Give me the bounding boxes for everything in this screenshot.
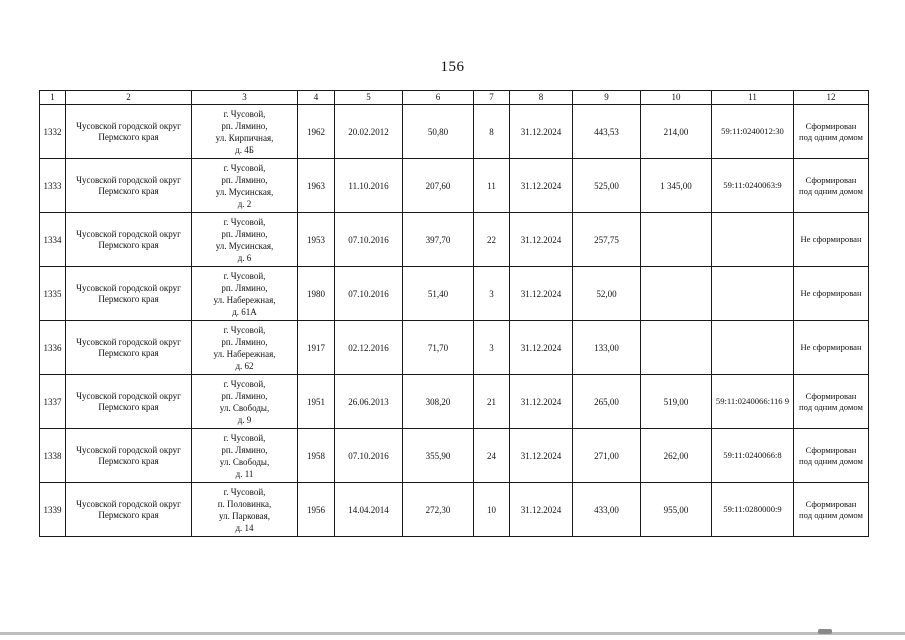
deadline-cell: 31.12.2024	[510, 105, 573, 159]
cadastre-cell: 59:11:0240012:30	[712, 105, 794, 159]
address-cell-line: д. 4Б	[235, 144, 254, 155]
address-cell	[192, 159, 298, 213]
date-cell: 26.06.2013	[335, 375, 403, 429]
deadline-cell: 31.12.2024	[510, 213, 573, 267]
area3-cell	[641, 321, 712, 375]
address-cell-line: г. Чусовой,	[223, 378, 266, 389]
status-cell	[794, 375, 869, 429]
area3-cell: 1 345,00	[641, 159, 712, 213]
area3-cell: 214,00	[641, 105, 712, 159]
column-header-11: 11	[712, 91, 794, 105]
district-cell-line: Пермского края	[98, 239, 159, 250]
address-cell-line: г. Чусовой,	[223, 486, 266, 497]
address-cell	[192, 375, 298, 429]
address-cell-line: г. Чусовой,	[223, 108, 266, 119]
address-cell-line: ул. Кирпичная,	[215, 132, 274, 143]
status-cell	[794, 429, 869, 483]
table-row	[40, 159, 869, 213]
district-cell-line: Чусовской городской округ	[76, 120, 181, 131]
status-cell	[794, 267, 869, 321]
column-header-4: 4	[298, 91, 335, 105]
column-header-5: 5	[335, 91, 403, 105]
count-cell: 21	[474, 375, 510, 429]
district-cell-line: Пермского края	[98, 131, 159, 142]
column-header-2: 2	[66, 91, 192, 105]
address-cell-line: ул. Набережная,	[213, 294, 276, 305]
header-row	[40, 91, 869, 105]
address-cell-line: ул. Набережная,	[213, 348, 276, 359]
district-cell-line: Пермского края	[98, 509, 159, 520]
address-cell-line: ул. Свободы,	[219, 456, 270, 467]
address-cell-line: г. Чусовой,	[223, 162, 266, 173]
address-cell-line: д. 6	[237, 252, 252, 263]
district-cell-line: Чусовской городской округ	[76, 282, 181, 293]
address-cell-line: ул. Свободы,	[219, 402, 270, 413]
address-cell	[192, 483, 298, 537]
district-cell	[66, 483, 192, 537]
table-row	[40, 483, 869, 537]
row-number: 1337	[40, 375, 66, 429]
year-cell: 1956	[298, 483, 335, 537]
district-cell-line: Чусовской городской округ	[76, 336, 181, 347]
address-cell	[192, 213, 298, 267]
row-number: 1335	[40, 267, 66, 321]
row-number: 1338	[40, 429, 66, 483]
deadline-cell: 31.12.2024	[510, 267, 573, 321]
deadline-cell: 31.12.2024	[510, 429, 573, 483]
year-cell: 1980	[298, 267, 335, 321]
district-cell-line: Чусовской городской округ	[76, 498, 181, 509]
area3-cell: 955,00	[641, 483, 712, 537]
address-cell-line: г. Чусовой,	[223, 216, 266, 227]
column-header-12: 12	[794, 91, 869, 105]
status-cell-line: под одним домом	[799, 185, 863, 196]
address-cell-line: ул. Мусинская,	[215, 240, 274, 251]
area2-cell: 443,53	[573, 105, 641, 159]
area2-cell: 257,75	[573, 213, 641, 267]
area-cell: 308,20	[403, 375, 474, 429]
table-row	[40, 213, 869, 267]
address-cell-line: рп. Лямино,	[221, 444, 268, 455]
year-cell: 1962	[298, 105, 335, 159]
date-cell: 02.12.2016	[335, 321, 403, 375]
address-cell-line: д. 61А	[232, 306, 257, 317]
area-cell: 272,30	[403, 483, 474, 537]
date-cell: 07.10.2016	[335, 267, 403, 321]
deadline-cell: 31.12.2024	[510, 159, 573, 213]
year-cell: 1963	[298, 159, 335, 213]
address-cell	[192, 321, 298, 375]
address-cell-line: рп. Лямино,	[221, 174, 268, 185]
table-row	[40, 267, 869, 321]
count-cell: 3	[474, 321, 510, 375]
year-cell: 1958	[298, 429, 335, 483]
year-cell: 1917	[298, 321, 335, 375]
status-cell-line: под одним домом	[799, 401, 863, 412]
column-header-9: 9	[573, 91, 641, 105]
status-cell-line: Сформирован	[805, 120, 857, 131]
table-row	[40, 321, 869, 375]
district-cell	[66, 213, 192, 267]
address-cell-line: ул. Мусинская,	[215, 186, 274, 197]
district-cell-line: Пермского края	[98, 401, 159, 412]
district-cell-line: Пермского края	[98, 185, 159, 196]
table-row	[40, 375, 869, 429]
area2-cell: 525,00	[573, 159, 641, 213]
status-cell-line: под одним домом	[799, 509, 863, 520]
status-cell-line: Не сформирован	[800, 342, 862, 352]
date-cell: 20.02.2012	[335, 105, 403, 159]
deadline-cell: 31.12.2024	[510, 375, 573, 429]
address-cell-line: д. 62	[235, 360, 254, 371]
area2-cell: 265,00	[573, 375, 641, 429]
district-cell-line: Пермского края	[98, 293, 159, 304]
district-cell-line: Пермского края	[98, 347, 159, 358]
count-cell: 3	[474, 267, 510, 321]
status-cell-line: Не сформирован	[800, 288, 862, 298]
status-cell-line: Сформирован	[805, 444, 857, 455]
address-cell	[192, 429, 298, 483]
area-cell: 51,40	[403, 267, 474, 321]
address-cell	[192, 105, 298, 159]
column-header-10: 10	[641, 91, 712, 105]
count-cell: 24	[474, 429, 510, 483]
address-cell-line: г. Чусовой,	[223, 270, 266, 281]
district-cell	[66, 267, 192, 321]
address-cell-line: г. Чусовой,	[223, 324, 266, 335]
column-header-7: 7	[474, 91, 510, 105]
area-cell: 50,80	[403, 105, 474, 159]
area-cell: 207,60	[403, 159, 474, 213]
district-cell-line: Чусовской городской округ	[76, 174, 181, 185]
area3-cell	[641, 267, 712, 321]
deadline-cell: 31.12.2024	[510, 483, 573, 537]
cadastre-cell	[712, 213, 794, 267]
status-cell	[794, 483, 869, 537]
count-cell: 22	[474, 213, 510, 267]
row-number: 1339	[40, 483, 66, 537]
area-cell: 397,70	[403, 213, 474, 267]
district-cell-line: Чусовской городской округ	[76, 444, 181, 455]
row-number: 1336	[40, 321, 66, 375]
address-cell-line: рп. Лямино,	[221, 390, 268, 401]
cadastre-cell	[712, 267, 794, 321]
status-cell	[794, 213, 869, 267]
status-cell-line: Сформирован	[805, 390, 857, 401]
area-cell: 71,70	[403, 321, 474, 375]
cadastre-cell: 59:11:0240063:9	[712, 159, 794, 213]
status-cell-line: под одним домом	[799, 131, 863, 142]
column-header-1: 1	[40, 91, 66, 105]
table-row	[40, 429, 869, 483]
cadastre-cell: 59:11:0240066:116 9	[712, 375, 794, 429]
district-cell	[66, 105, 192, 159]
status-cell-line: Сформирован	[805, 498, 857, 509]
count-cell: 8	[474, 105, 510, 159]
row-number: 1332	[40, 105, 66, 159]
address-cell-line: п. Половинка,	[217, 498, 272, 509]
row-number: 1334	[40, 213, 66, 267]
cadastre-cell: 59:11:0280000:9	[712, 483, 794, 537]
row-number: 1333	[40, 159, 66, 213]
address-cell-line: д. 11	[235, 468, 254, 479]
year-cell: 1951	[298, 375, 335, 429]
district-cell	[66, 321, 192, 375]
address-cell-line: д. 9	[237, 414, 252, 425]
address-cell-line: д. 2	[237, 198, 252, 209]
area2-cell: 133,00	[573, 321, 641, 375]
date-cell: 14.04.2014	[335, 483, 403, 537]
status-cell-line: Сформирован	[805, 174, 857, 185]
count-cell: 10	[474, 483, 510, 537]
district-cell-line: Пермского края	[98, 455, 159, 466]
area3-cell: 262,00	[641, 429, 712, 483]
district-cell-line: Чусовской городской округ	[76, 390, 181, 401]
status-cell	[794, 321, 869, 375]
count-cell: 11	[474, 159, 510, 213]
status-cell	[794, 159, 869, 213]
area2-cell: 271,00	[573, 429, 641, 483]
housing-register-table	[39, 90, 869, 537]
area-cell: 355,90	[403, 429, 474, 483]
district-cell	[66, 159, 192, 213]
page-number: 156	[440, 59, 465, 75]
cadastre-cell	[712, 321, 794, 375]
date-cell: 07.10.2016	[335, 429, 403, 483]
address-cell-line: ул. Парковая,	[218, 510, 271, 521]
area2-cell: 433,00	[573, 483, 641, 537]
date-cell: 11.10.2016	[335, 159, 403, 213]
address-cell-line: рп. Лямино,	[221, 228, 268, 239]
district-cell	[66, 429, 192, 483]
address-cell-line: г. Чусовой,	[223, 432, 266, 443]
address-cell	[192, 267, 298, 321]
district-cell-line: Чусовской городской округ	[76, 228, 181, 239]
district-cell	[66, 375, 192, 429]
column-header-6: 6	[403, 91, 474, 105]
scan-edge-line	[0, 632, 905, 635]
scan-edge-mark	[818, 629, 832, 634]
address-cell-line: д. 14	[235, 522, 254, 533]
column-header-3: 3	[192, 91, 298, 105]
status-cell-line: под одним домом	[799, 455, 863, 466]
area3-cell: 519,00	[641, 375, 712, 429]
address-cell-line: рп. Лямино,	[221, 336, 268, 347]
status-cell	[794, 105, 869, 159]
cadastre-cell: 59:11:0240066:8	[712, 429, 794, 483]
status-cell-line: Не сформирован	[800, 234, 862, 244]
area2-cell: 52,00	[573, 267, 641, 321]
deadline-cell: 31.12.2024	[510, 321, 573, 375]
column-header-8: 8	[510, 91, 573, 105]
address-cell-line: рп. Лямино,	[221, 282, 268, 293]
address-cell-line: рп. Лямино,	[221, 120, 268, 131]
date-cell: 07.10.2016	[335, 213, 403, 267]
area3-cell	[641, 213, 712, 267]
table-row	[40, 105, 869, 159]
year-cell: 1953	[298, 213, 335, 267]
